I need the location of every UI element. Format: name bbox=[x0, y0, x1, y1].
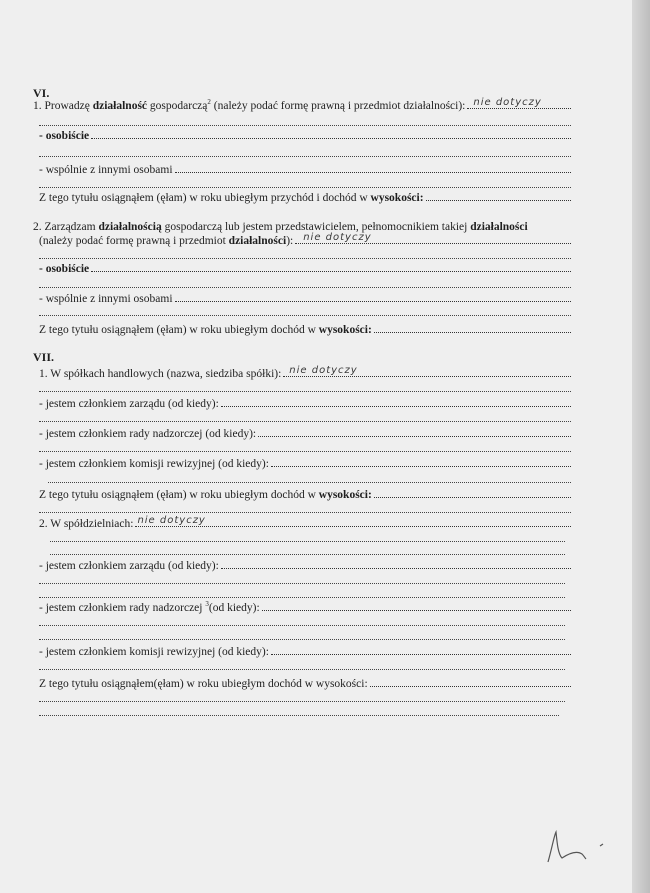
vii-audit-label: - jestem członkiem komisji rewizyjnej (od kiedy): bbox=[39, 458, 269, 470]
vii-q2-handwritten: nie dotyczy bbox=[137, 515, 206, 526]
vi-income1-bold: wysokości: bbox=[370, 192, 424, 204]
vii-income-field[interactable] bbox=[374, 496, 571, 498]
vi-personal-row bbox=[39, 128, 571, 142]
vii-supervisory-line[interactable] bbox=[39, 450, 571, 452]
vi-with-others2-field[interactable] bbox=[175, 300, 571, 302]
vi-with-others-row bbox=[39, 162, 571, 176]
vii-supervisory2-line2[interactable] bbox=[39, 638, 565, 640]
vii-audit2-field[interactable] bbox=[271, 653, 571, 655]
vii-income2-field[interactable] bbox=[370, 685, 571, 687]
vii-audit2-label: - jestem członkiem komisji rewizyjnej (od kiedy): bbox=[39, 646, 269, 658]
vii-q2-line2[interactable] bbox=[50, 553, 565, 555]
vi-with-others2-row bbox=[39, 291, 571, 305]
vi-personal2-line[interactable] bbox=[39, 286, 571, 288]
vi-q2-row2 bbox=[39, 233, 571, 247]
vi-q1-label-bold: działalność bbox=[92, 100, 148, 112]
vi-q1-label-post: (należy podać formę prawną i przedmiot działalności): bbox=[210, 100, 466, 112]
vi-income1-row bbox=[39, 190, 571, 204]
vi-income1-field[interactable] bbox=[426, 199, 571, 201]
vii-audit2-row bbox=[39, 644, 571, 658]
vii-audit-line[interactable] bbox=[48, 481, 571, 483]
vi-q2-label-mid: gospodarczą lub jestem przedstawicielem, pełnomocnikiem takiej bbox=[161, 221, 471, 233]
section-vii-heading: VII. bbox=[33, 350, 55, 364]
vi-q1-line[interactable] bbox=[39, 124, 571, 126]
vii-income-bold: wysokości: bbox=[318, 489, 372, 501]
vii-board2-line1[interactable] bbox=[39, 582, 565, 584]
vii-supervisory2-line1[interactable] bbox=[39, 624, 565, 626]
vi-q2-field[interactable] bbox=[295, 232, 571, 244]
vi-income2-bold: wysokości: bbox=[318, 324, 372, 336]
vii-supervisory2-label: - jestem członkiem rady nadzorczej bbox=[39, 602, 206, 614]
vi-q1-handwritten: nie dotyczy bbox=[473, 97, 542, 108]
vii-q2-row bbox=[39, 516, 571, 530]
vii-supervisory2-row bbox=[39, 600, 571, 614]
vi-personal-line[interactable] bbox=[39, 155, 571, 157]
vii-board2-line2[interactable] bbox=[39, 596, 565, 598]
vii-income-label: Z tego tytułu osiągnąłem (ęłam) w roku ubiegłym dochód w bbox=[39, 489, 319, 501]
vi-q1-field[interactable] bbox=[467, 97, 571, 109]
vii-q2-line1[interactable] bbox=[50, 540, 565, 542]
vii-income-row bbox=[39, 487, 571, 501]
scanner-edge bbox=[632, 0, 650, 893]
vi-personal-label: - osobiście bbox=[39, 130, 90, 142]
vii-q1-handwritten: nie dotyczy bbox=[289, 365, 358, 376]
vii-supervisory-field[interactable] bbox=[258, 435, 571, 437]
vi-q2-handwritten: nie dotyczy bbox=[303, 232, 372, 243]
vii-q1-line[interactable] bbox=[39, 390, 571, 392]
signature-mark bbox=[540, 828, 620, 868]
vii-audit2-line[interactable] bbox=[39, 668, 565, 670]
vii-q1-field[interactable] bbox=[283, 365, 571, 377]
vi-with-others2-line[interactable] bbox=[39, 314, 571, 316]
vii-income2-row bbox=[39, 676, 571, 690]
vi-with-others-label: - wspólnie z innymi osobami bbox=[39, 164, 173, 176]
vi-personal-field[interactable] bbox=[91, 137, 571, 139]
vii-board-row bbox=[39, 396, 571, 410]
vi-q2-row1 bbox=[33, 219, 571, 233]
vii-board2-row bbox=[39, 558, 571, 572]
vi-personal2-label: - osobiście bbox=[39, 263, 90, 275]
vii-supervisory2-field[interactable] bbox=[262, 609, 571, 611]
vi-income1-label: Z tego tytułu osiągnąłem (ęłam) w roku ubiegłym przychód i dochód w bbox=[39, 192, 371, 204]
vii-income2-label: Z tego tytułu osiągnąłem(ęłam) w roku ubiegłym dochód w wysokości: bbox=[39, 678, 368, 690]
vii-board-line[interactable] bbox=[39, 420, 571, 422]
vi-with-others2-label: - wspólnie z innymi osobami bbox=[39, 293, 173, 305]
vii-audit-field[interactable] bbox=[271, 465, 571, 467]
vii-q1-row bbox=[39, 366, 571, 380]
vi-q1-row bbox=[33, 98, 571, 112]
section-vi-heading: VI. bbox=[33, 86, 50, 100]
vi-q2-label-bold: działalnością bbox=[98, 221, 162, 233]
vii-supervisory-label: - jestem członkiem rady nadzorczej (od kiedy): bbox=[39, 428, 257, 440]
vi-with-others-line[interactable] bbox=[39, 186, 571, 188]
vi-with-others-field[interactable] bbox=[175, 171, 571, 173]
vi-personal2-row bbox=[39, 261, 571, 275]
vi-q1-label-pre: 1. Prowadzę bbox=[33, 100, 93, 112]
vi-income2-row bbox=[39, 322, 571, 336]
vii-supervisory2-post: (od kiedy): bbox=[208, 602, 260, 614]
vii-q2-field[interactable] bbox=[135, 515, 571, 527]
vii-supervisory2-footnote: 3 bbox=[205, 600, 209, 609]
vi-q2-line2-bold: działalności bbox=[228, 235, 287, 247]
vii-income2-line1[interactable] bbox=[39, 700, 565, 702]
vi-q2-label-bold2: działalności bbox=[470, 221, 528, 233]
vi-q1-footnote: 2 bbox=[207, 98, 211, 107]
vi-q1-label-mid: gospodarczą bbox=[147, 100, 208, 112]
vi-q2-line2-post: ): bbox=[286, 235, 294, 247]
vii-income2-line2[interactable] bbox=[39, 714, 559, 716]
vii-audit-row bbox=[39, 456, 571, 470]
vii-board-label: - jestem członkiem zarządu (od kiedy): bbox=[39, 398, 219, 410]
vii-q1-label: 1. W spółkach handlowych (nazwa, siedziba spółki): bbox=[39, 368, 282, 380]
vi-income2-field[interactable] bbox=[374, 331, 571, 333]
vii-board2-field[interactable] bbox=[221, 567, 571, 569]
vii-board-field[interactable] bbox=[221, 405, 571, 407]
vi-q2-label-pre: 2. Zarządzam bbox=[33, 221, 99, 233]
vii-supervisory-row bbox=[39, 426, 571, 440]
vii-q2-label: 2. W spółdzielniach: bbox=[39, 518, 134, 530]
vi-income2-label: Z tego tytułu osiągnąłem (ęłam) w roku ubiegłym dochód w bbox=[39, 324, 319, 336]
vi-q2-line2-pre: (należy podać formę prawną i przedmiot bbox=[39, 235, 229, 247]
vii-income-line[interactable] bbox=[39, 511, 571, 513]
vi-personal2-field[interactable] bbox=[91, 270, 571, 272]
vi-q2-line[interactable] bbox=[39, 257, 571, 259]
vii-board2-label: - jestem członkiem zarządu (od kiedy): bbox=[39, 560, 219, 572]
